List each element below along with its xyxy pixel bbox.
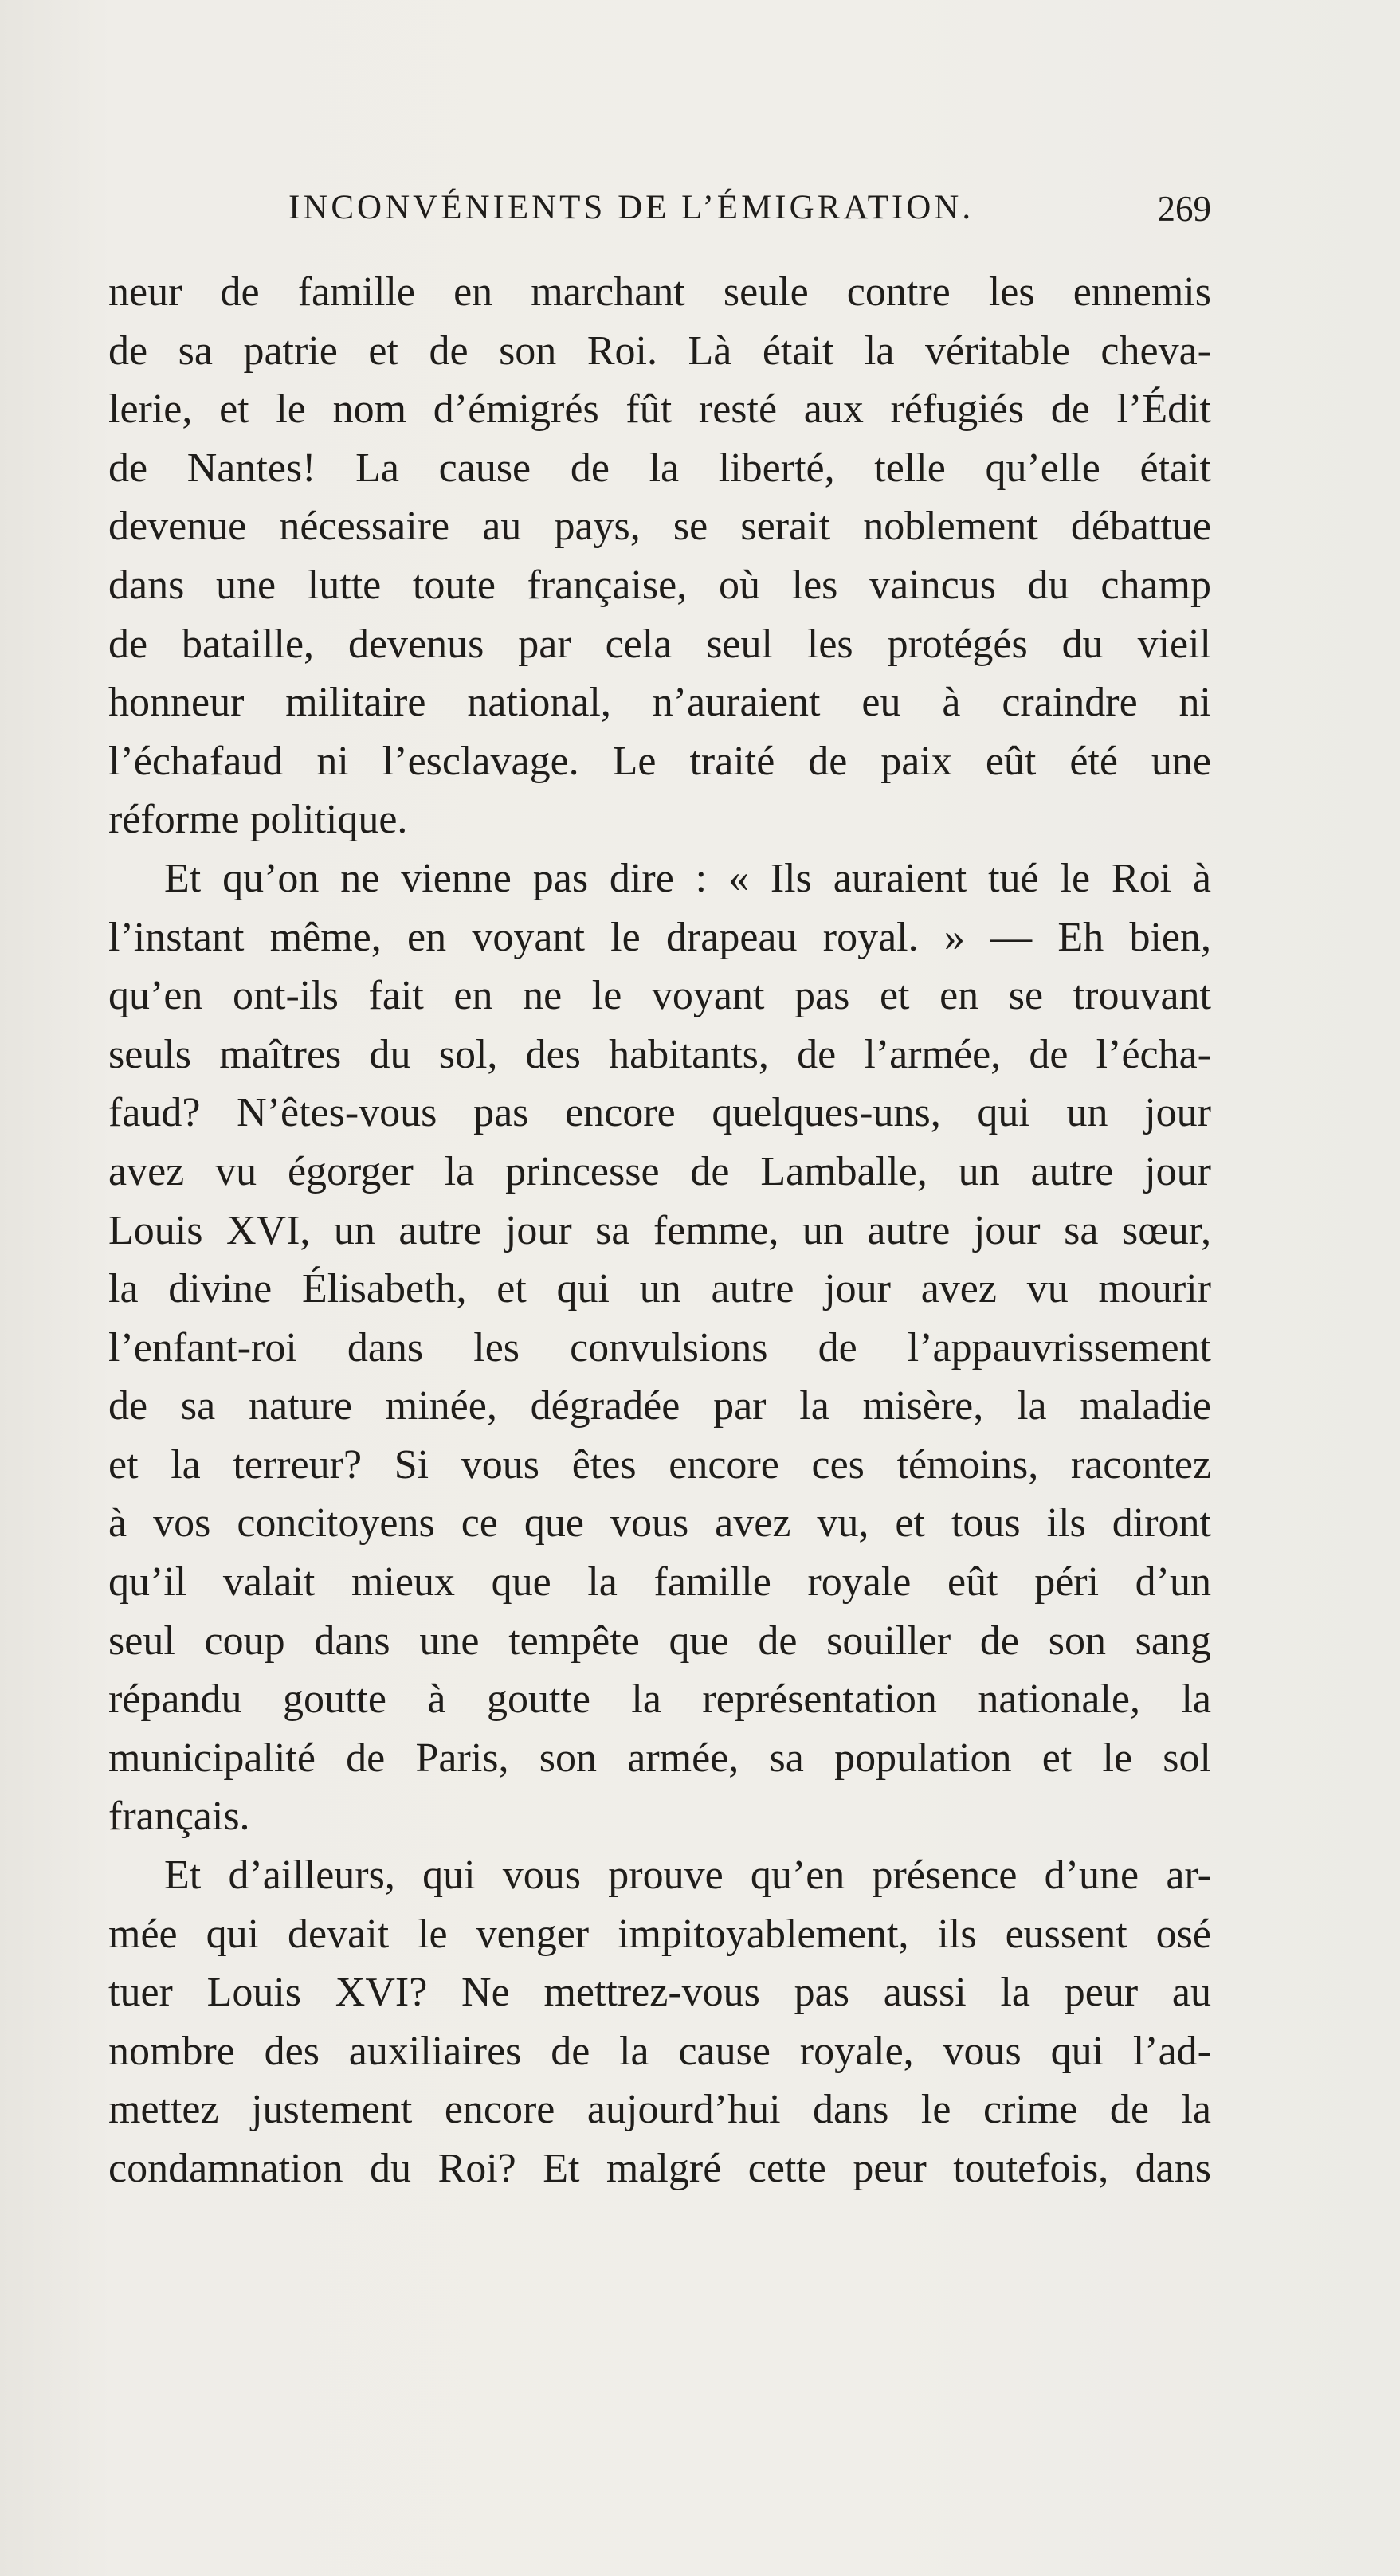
text-line: nombre des auxiliaires de la cause royale, vous qui l’ad-: [108, 2028, 1211, 2074]
text-line: dans une lutte toute française, où les vaincus du champ: [108, 562, 1211, 608]
text-line: de sa nature minée, dégradée par la misère, la maladie: [108, 1383, 1211, 1429]
text-line: et la terreur? Si vous êtes encore ces témoins, racontez: [108, 1441, 1211, 1488]
body-text: [108, 263, 1211, 2198]
text-line: honneur militaire national, n’auraient eu à craindre ni: [108, 680, 1211, 726]
text-line: qu’en ont-ils fait en ne le voyant pas et en se trouvant: [108, 973, 1211, 1019]
text-line: Louis XVI, un autre jour sa femme, un autre jour sa sœur,: [108, 1207, 1211, 1253]
text-line: seuls maîtres du sol, des habitants, de l’armée, de l’écha-: [108, 1031, 1211, 1077]
text-line: répandu goutte à goutte la représentation nationale, la: [108, 1676, 1211, 1723]
text-line: qu’il valait mieux que la famille royale eût péri d’un: [108, 1559, 1211, 1606]
text-line: la divine Élisabeth, et qui un autre jour avez vu mourir: [108, 1266, 1211, 1312]
text-line: mettez justement encore aujourd’hui dans le crime de la: [108, 2087, 1211, 2133]
text-line: devenue nécessaire au pays, se serait noblement débattue: [108, 504, 1211, 550]
text-line: lerie, et le nom d’émigrés fût resté aux réfugiés de l’Édit: [108, 386, 1211, 433]
text-line: neur de famille en marchant seule contre les ennemis: [108, 269, 1211, 315]
paragraph-end-line: réforme politique.: [108, 797, 408, 843]
text-line: faud? N’êtes-vous pas encore quelques-uns, qui un jour: [108, 1090, 1211, 1136]
text-line: municipalité de Paris, son armée, sa population et le sol: [108, 1735, 1211, 1781]
text-line: l’échafaud ni l’esclavage. Le traité de paix eût été une: [108, 738, 1211, 784]
text-line: de sa patrie et de son Roi. Là était la véritable cheva-: [108, 327, 1211, 374]
text-line: l’enfant-roi dans les convulsions de l’appauvrissement: [108, 1324, 1211, 1370]
text-line: condamnation du Roi? Et malgré cette peur toutefois, dans: [108, 2146, 1211, 2191]
text-line: l’instant même, en voyant le drapeau royal. » — Eh bien,: [108, 914, 1211, 960]
running-title: INCONVÉNIENTS DE L’ÉMIGRATION.: [288, 189, 975, 226]
text-line: seul coup dans une tempête que de souiller de son sang: [108, 1617, 1211, 1664]
paragraph-start-line: Et qu’on ne vienne pas dire : « Ils auraient tué le Roi à: [164, 855, 1211, 901]
text-line: à vos concitoyens ce que vous avez vu, et tous ils diront: [108, 1500, 1211, 1547]
paragraph-start-line: Et d’ailleurs, qui vous prouve qu’en présence d’une ar-: [164, 1853, 1211, 1899]
page-header: [108, 188, 1211, 236]
paragraph-end-line: français.: [108, 1794, 250, 1840]
text-line: tuer Louis XVI? Ne mettrez-vous pas aussi la peur au: [108, 1970, 1211, 2016]
text-line: mée qui devait le venger impitoyablement, ils eussent osé: [108, 1911, 1211, 1957]
text-line: de Nantes! La cause de la liberté, telle qu’elle était: [108, 445, 1211, 491]
text-line: de bataille, devenus par cela seul les protégés du vieil: [108, 621, 1211, 667]
text-line: avez vu égorger la princesse de Lamballe, un autre jour: [108, 1148, 1211, 1194]
page-number: 269: [1157, 189, 1211, 229]
